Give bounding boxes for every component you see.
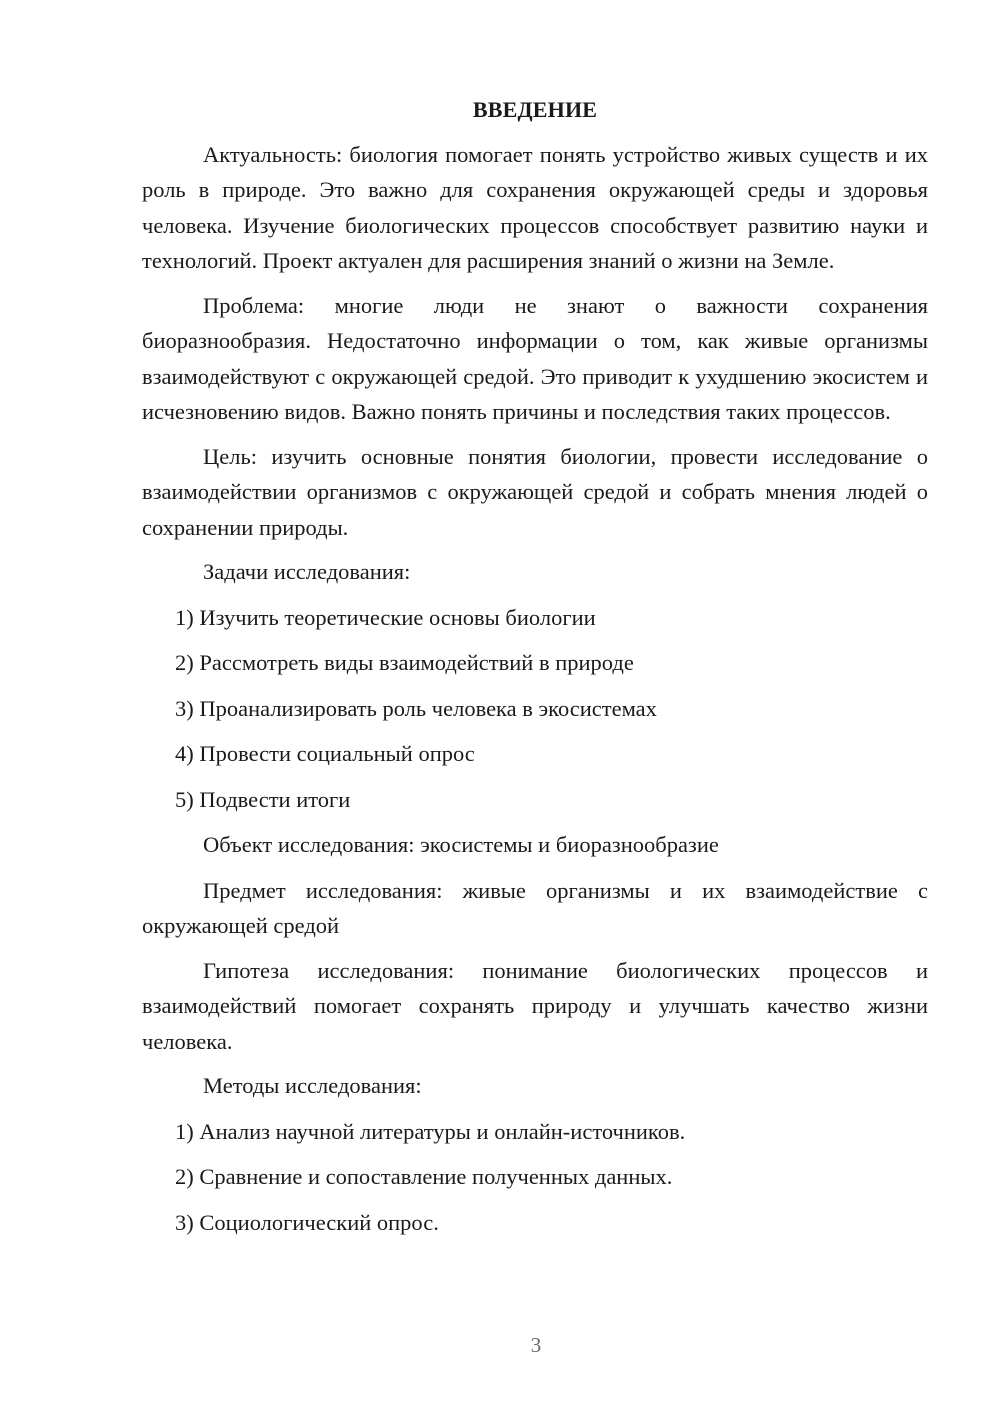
list-item: 2) Сравнение и сопоставление полученных данных. <box>175 1164 673 1189</box>
paragraph-relevance: Актуальность: биология помогает понять устройство живых существ и их роль в природе. Это важно для сохранения окружающей среды и здоровья человека. Изучение биологических процессов способствует развитию науки и технологий. Проект актуален для расширения знаний о жизни на Земле. <box>142 141 928 273</box>
list-item: 1) Изучить теоретические основы биологии <box>175 604 596 630</box>
methods-list <box>142 1114 928 1241</box>
list-item: 3) Проанализировать роль человека в экосистемах <box>175 695 657 721</box>
paragraph-goal: Цель: изучить основные понятия биологии, провести исследование о взаимодействии организмов с окружающей средой и собрать мнения людей о сохранении природы. <box>142 443 928 540</box>
paragraph-subject: Предмет исследования: живые организмы и их взаимодействие с окружающей средой <box>142 877 928 938</box>
methods-title: Методы исследования: <box>203 1073 422 1098</box>
document-page <box>142 92 928 1250</box>
list-item: 4) Провести социальный опрос <box>175 741 475 766</box>
page-number: 3 <box>530 1333 542 1357</box>
tasks-title: Задачи исследования: <box>203 559 411 584</box>
list-item: 3) Социологический опрос. <box>175 1209 439 1235</box>
page-title: ВВЕДЕНИЕ <box>472 97 598 122</box>
paragraph-hypothesis: Гипотеза исследования: понимание биологических процессов и взаимодействий помогает сохранять природу и улучшать качество жизни человека. <box>142 957 928 1054</box>
paragraph-object: Объект исследования: экосистемы и биоразнообразие <box>203 832 719 857</box>
list-item: 5) Подвести итоги <box>175 786 351 812</box>
list-item: 1) Анализ научной литературы и онлайн-источников. <box>175 1118 686 1144</box>
paragraph-problem: Проблема: многие люди не знают о важности сохранения биоразнообразия. Недостаточно информации о том, как живые организмы взаимодействуют с окружающей средой. Это приводит к ухудшению экосистем и исчезновению видов. Важно понять причины и последствия таких процессов. <box>142 292 928 424</box>
list-item: 2) Рассмотреть виды взаимодействий в природе <box>175 650 634 675</box>
tasks-list <box>142 600 928 818</box>
